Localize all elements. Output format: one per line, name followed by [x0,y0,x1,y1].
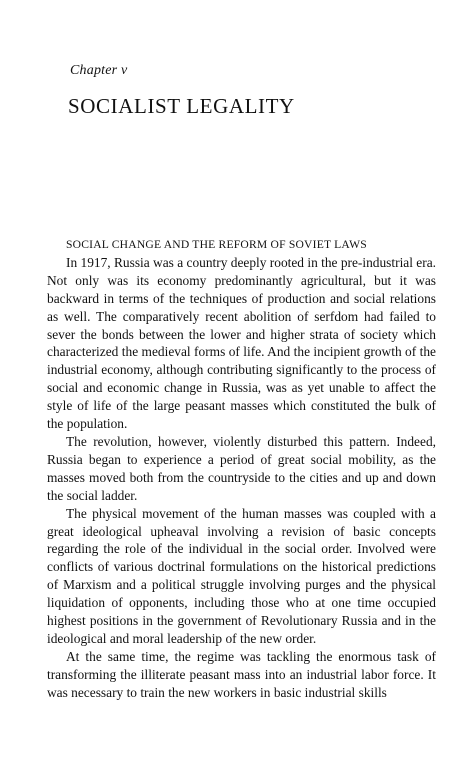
paragraph: The physical movement of the human masses was coupled with a great ideological upheaval involving a revision of basic concepts regarding the role of the individual in the social order. Involved were conflicts of various doctrinal formulations on the historical predictions of Marxism and a political struggle involving purges and the physical liquidation of opponents, including those who at one time occupied highest positions in the government of Revolutionary Russia and in the ideological and moral leadership of the new order. [47,505,436,646]
paragraph: The revolution, however, violently disturbed this pattern. Indeed, Russia began to experience a period of great social mobility, as the masses moved both from the countryside to the cities and up and down the social ladder. [47,433,436,503]
chapter-label: Chapter v [70,63,128,78]
chapter-title: SOCIALIST LEGALITY [68,94,295,118]
body-text [47,236,436,702]
paragraph: At the same time, the regime was tackling the enormous task of transforming the illiterate peasant mass into an industrial labor force. It was necessary to train the new workers in basic industrial skills [47,648,436,700]
paragraph: In 1917, Russia was a country deeply rooted in the pre-industrial era. Not only was its economy predominantly agricultural, but it was backward in terms of the techniques of production and social relations as well. The comparatively recent abolition of serfdom had failed to sever the bonds between the lower and higher strata of society which characterized the medieval forms of life. And the incipient growth of the industrial economy, although contributing significantly to the process of social and economic change in Russia, was as yet unable to affect the style of life of the large peasant masses which constituted the bulk of the population. [47,254,437,432]
section-heading: SOCIAL CHANGE AND THE REFORM OF SOVIET LAWS [66,238,367,251]
